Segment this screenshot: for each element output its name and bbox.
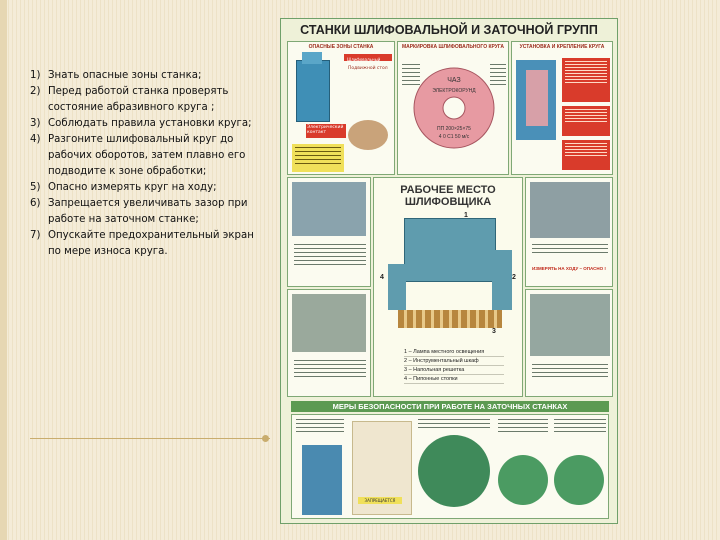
rule-text: Перед работой станка проверять состояние абразивного круга ;	[48, 86, 229, 113]
legend-item: 2 – Инструментальный шкаф	[404, 357, 504, 366]
measuring-photo	[530, 182, 610, 238]
rule-number: 1)	[30, 70, 41, 81]
workplace-title: РАБОЧЕЕ МЕСТО ШЛИФОВЩИКА	[400, 184, 496, 208]
sharpening-wheel-diagram-3	[554, 455, 604, 505]
rule-item	[30, 180, 258, 196]
workplace-shelf-illustration	[492, 250, 512, 310]
slide-left-border	[0, 0, 7, 540]
measuring-caption	[532, 244, 608, 253]
rule-text: Опасно измерять круг на ходу;	[48, 182, 217, 193]
rule-number: 6)	[30, 198, 41, 209]
worker-setup-caption	[294, 244, 366, 265]
worker-start-photo	[292, 294, 366, 352]
rule-item	[30, 132, 258, 180]
rule-item	[30, 116, 258, 132]
hazard-note	[292, 144, 344, 172]
wheel-marking-size: ПП 200×25×75	[437, 126, 471, 132]
panel-wheel-marking-title: МАРКИРОВКА ШЛИФОВАЛЬНОГО КРУГА	[401, 44, 505, 50]
rule-item	[30, 228, 258, 260]
callout-1: 1	[464, 212, 468, 219]
label-moving-table: Подвижной стол	[348, 66, 388, 71]
sharpening-wheel-diagram	[418, 435, 490, 507]
panel-guard-screen	[525, 289, 613, 397]
panel-wheel-marking	[397, 41, 509, 175]
legend-item: 4 – Пипонные стопки	[404, 375, 504, 384]
callout-2: 2	[512, 274, 516, 281]
mounting-note-1	[562, 58, 610, 102]
workplace-grinder-illustration	[404, 218, 496, 282]
decorative-rule-dot	[262, 435, 269, 442]
rule-number: 2)	[30, 86, 41, 97]
grinder-machine-illustration	[296, 60, 330, 122]
wheel-marking-grade: 4 0 С1 50 м/с	[438, 134, 470, 140]
floor-grating-illustration	[398, 310, 502, 328]
wheel-cross-section	[526, 70, 548, 126]
rule-text: Знать опасные зоны станка;	[48, 70, 202, 81]
panel-workplace	[373, 177, 523, 397]
safety-poster	[280, 18, 618, 524]
prohibited-label: ЗАПРЕЩАЕТСЯ	[358, 497, 402, 504]
panel-hazard-zones-title: ОПАСНЫЕ ЗОНЫ СТАНКА	[308, 44, 374, 50]
rule-text: Соблюдать правила установки круга;	[48, 118, 252, 129]
rule-number: 3)	[30, 118, 41, 129]
worker-at-machine-photo	[292, 182, 366, 236]
decorative-rule-line	[30, 438, 270, 439]
worker-start-caption	[294, 360, 366, 377]
bottom-section-title: МЕРЫ БЕЗОПАСНОСТИ ПРИ РАБОТЕ НА ЗАТОЧНЫХ СТАНКАХ	[291, 401, 609, 412]
rule-number: 7)	[30, 230, 41, 241]
legend-item: 3 – Напольная решетка	[404, 366, 504, 375]
safety-caption-2	[418, 419, 490, 428]
panel-measuring	[525, 177, 613, 287]
panel-worker-start	[287, 289, 371, 397]
mounting-note-2	[562, 106, 610, 136]
workplace-legend	[404, 348, 504, 384]
panel-hazard-zones	[287, 41, 395, 175]
grinder-head-illustration	[302, 52, 322, 64]
panel-wheel-mounting-title: УСТАНОВКА И КРЕПЛЕНИЕ КРУГА	[519, 44, 605, 50]
wheel-marking-material: ЭЛЕКТРОКОРУНД	[432, 88, 476, 94]
guard-screen-caption	[532, 364, 608, 377]
legend-item: 1 – Лампа местного освещения	[404, 348, 504, 357]
poster-title: СТАНКИ ШЛИФОВАЛЬНОЙ И ЗАТОЧНОЙ ГРУПП	[300, 23, 598, 37]
rule-item	[30, 196, 258, 228]
guard-screen-photo	[530, 294, 610, 356]
worker-hand-illustration	[348, 120, 388, 150]
callout-4: 4	[380, 274, 384, 281]
safety-caption-1	[296, 419, 344, 432]
panel-wheel-mounting	[511, 41, 613, 175]
label-grinding-wheel: Шлифовальный круг	[344, 54, 392, 61]
label-electric-contact: Электрический контакт	[306, 124, 346, 138]
rule-item	[30, 84, 258, 116]
rule-text: Опускайте предохранительный экран по мере износа круга.	[48, 230, 254, 257]
panel-worker-setup	[287, 177, 371, 287]
rule-text: Разгоните шлифовальный круг до рабочих оборотов, затем плавно его подводите к зоне обработки;	[48, 134, 246, 177]
wheel-marking-manufacturer: ЧАЗ	[447, 77, 461, 84]
danger-warning: ИЗМЕРЯТЬ НА ХОДУ – ОПАСНО !	[532, 266, 606, 271]
rule-item	[30, 68, 258, 84]
wheel-labels-right	[490, 64, 506, 85]
rule-number: 5)	[30, 182, 41, 193]
rule-text: Запрещается увеличивать зазор при работе на заточном станке;	[48, 198, 248, 225]
workplace-cabinet-illustration	[388, 264, 406, 310]
rule-number: 4)	[30, 134, 41, 145]
sharpening-wheel-diagram-2	[498, 455, 548, 505]
callout-3: 3	[492, 328, 496, 335]
mounting-note-3	[562, 140, 610, 170]
safety-caption-4	[554, 419, 606, 432]
safety-rules-list	[30, 68, 258, 260]
sharpening-machine-illustration	[302, 445, 342, 515]
panel-sharpening-safety	[291, 414, 609, 519]
safety-caption-3	[498, 419, 548, 432]
wheel-labels-left	[402, 64, 420, 85]
